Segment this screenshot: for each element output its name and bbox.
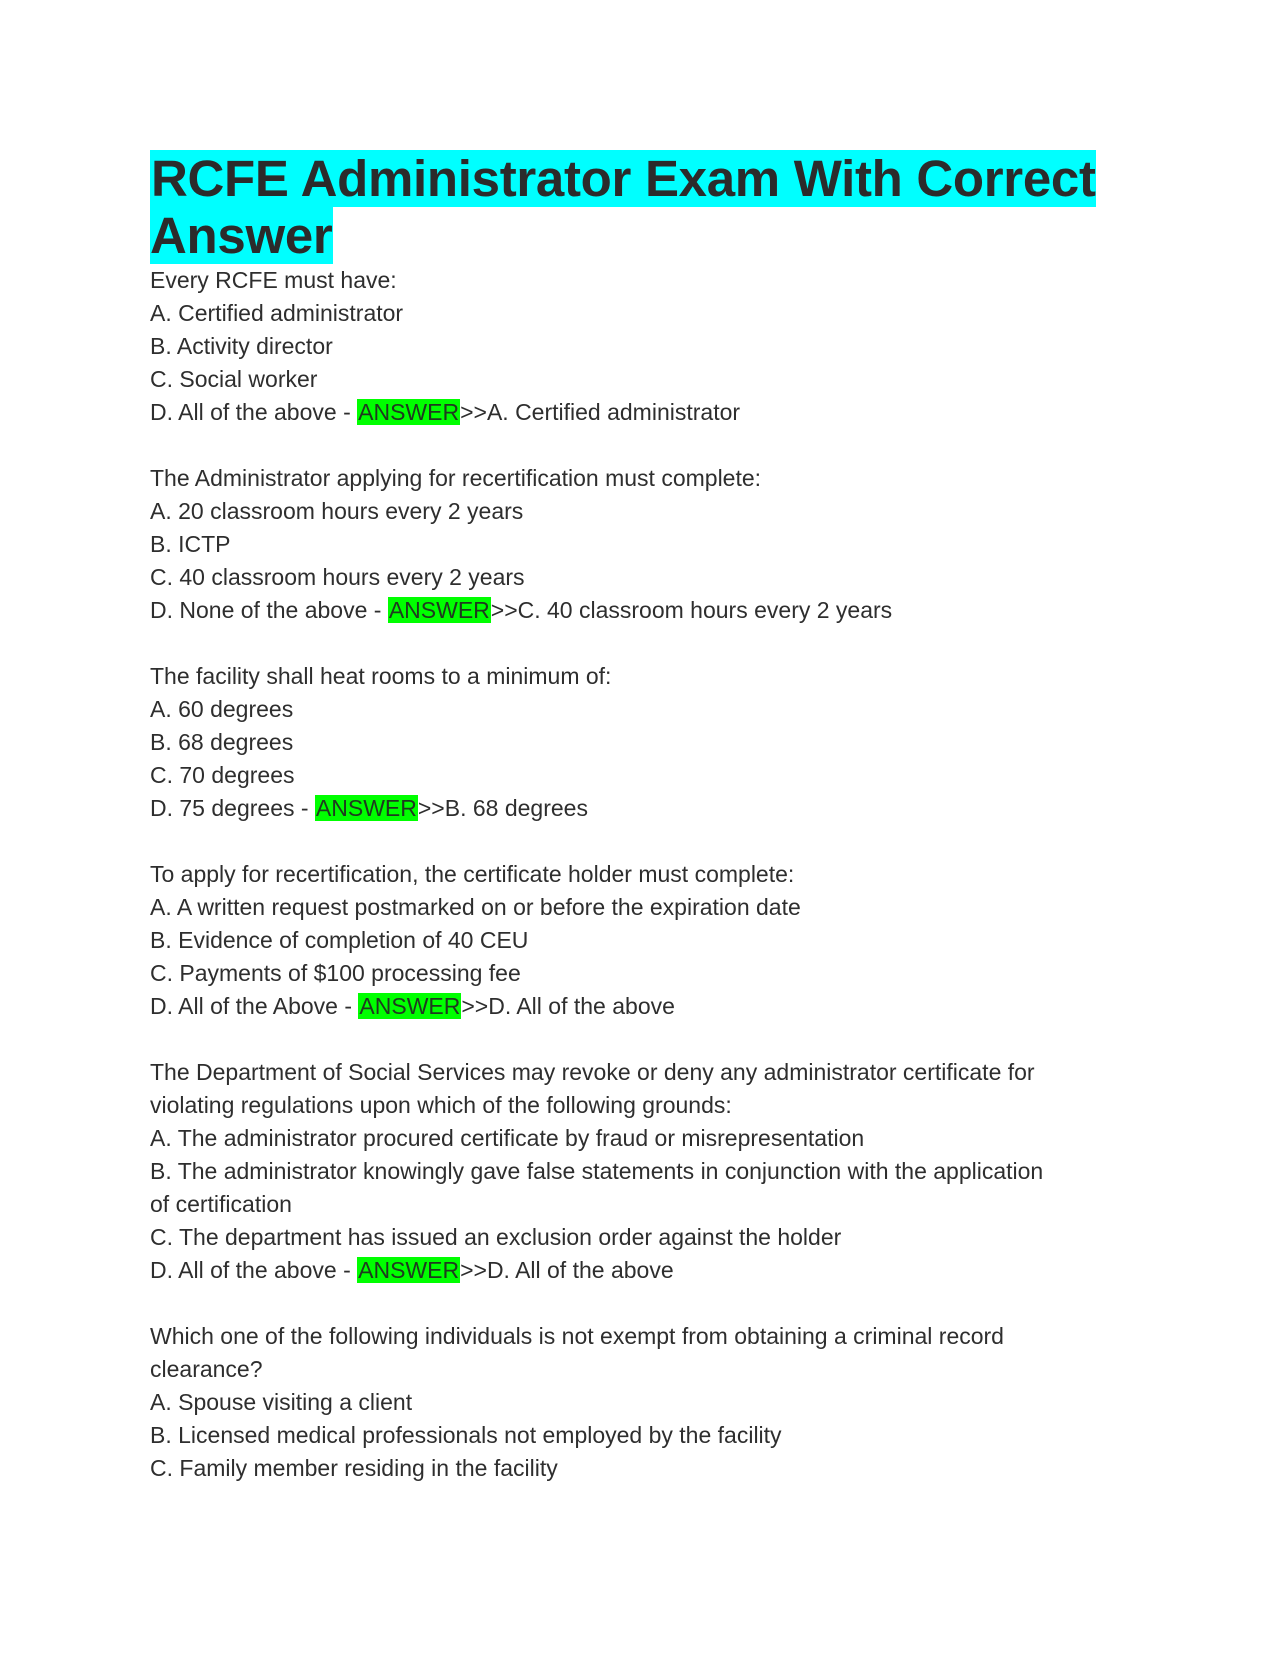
answer-marker-highlight: ANSWER <box>388 597 490 623</box>
answer-option-text: D. All of the above - <box>150 1257 358 1283</box>
answer-option: of certification <box>150 1191 292 1217</box>
question-list <box>150 264 1150 1485</box>
answer-option-with-key <box>150 1254 1150 1287</box>
correct-answer-text: >>C. 40 classroom hours every 2 years <box>490 597 893 623</box>
question-block <box>150 1320 1150 1485</box>
answer-option: B. ICTP <box>150 531 231 557</box>
answer-option: B. The administrator knowingly gave false statements in conjunction with the application <box>150 1158 1044 1184</box>
question-block <box>150 660 1150 825</box>
document-title <box>150 150 1150 264</box>
answer-option-with-key <box>150 990 1150 1023</box>
answer-marker-highlight: ANSWER <box>358 399 460 425</box>
question-stem: violating regulations upon which of the following grounds: <box>150 1092 732 1118</box>
answer-option-with-key <box>150 594 1150 627</box>
answer-option: C. 70 degrees <box>150 762 295 788</box>
correct-answer-text: >>B. 68 degrees <box>417 795 588 821</box>
question-spacer <box>150 825 1150 858</box>
answer-option: A. 60 degrees <box>150 696 294 722</box>
answer-option: A. Spouse visiting a client <box>150 1389 413 1415</box>
answer-option: A. Certified administrator <box>150 300 404 326</box>
question-block <box>150 462 1150 627</box>
answer-option-with-key <box>150 792 1150 825</box>
question-stem: Which one of the following individuals is not exempt from obtaining a criminal record <box>150 1323 1004 1349</box>
question-stem: Every RCFE must have: <box>150 267 397 293</box>
correct-answer-text: >>D. All of the above <box>460 1257 674 1283</box>
answer-option: C. Payments of $100 processing fee <box>150 960 521 986</box>
question-block <box>150 1056 1150 1287</box>
answer-option: A. The administrator procured certificate by fraud or misrepresentation <box>150 1125 865 1151</box>
question-stem: To apply for recertification, the certificate holder must complete: <box>150 861 795 887</box>
answer-option: B. Licensed medical professionals not employed by the facility <box>150 1422 782 1448</box>
answer-option: C. 40 classroom hours every 2 years <box>150 564 525 590</box>
question-spacer <box>150 429 1150 462</box>
answer-option-text: D. 75 degrees - <box>150 795 315 821</box>
answer-option: B. 68 degrees <box>150 729 294 755</box>
answer-marker-highlight: ANSWER <box>358 1257 460 1283</box>
answer-option-text: D. All of the Above - <box>150 993 359 1019</box>
document-content <box>150 150 1150 1485</box>
question-stem: The Administrator applying for recertification must complete: <box>150 465 762 491</box>
question-stem: clearance? <box>150 1356 263 1382</box>
correct-answer-text: >>D. All of the above <box>461 993 675 1019</box>
question-block <box>150 264 1150 429</box>
question-stem: The Department of Social Services may revoke or deny any administrator certificate for <box>150 1059 1035 1085</box>
question-spacer <box>150 1023 1150 1056</box>
question-spacer <box>150 1287 1150 1320</box>
answer-marker-highlight: ANSWER <box>315 795 417 821</box>
answer-marker-highlight: ANSWER <box>359 993 461 1019</box>
answer-option-text: D. None of the above - <box>150 597 388 623</box>
question-spacer <box>150 627 1150 660</box>
answer-option: A. 20 classroom hours every 2 years <box>150 498 524 524</box>
answer-option-with-key <box>150 396 1150 429</box>
answer-option: C. Family member residing in the facility <box>150 1455 558 1481</box>
question-block <box>150 858 1150 1023</box>
answer-option: B. Evidence of completion of 40 CEU <box>150 927 529 953</box>
answer-option: C. The department has issued an exclusion order against the holder <box>150 1224 842 1250</box>
answer-option: A. A written request postmarked on or before the expiration date <box>150 894 801 920</box>
answer-option: B. Activity director <box>150 333 333 359</box>
correct-answer-text: >>A. Certified administrator <box>460 399 741 425</box>
answer-option: C. Social worker <box>150 366 318 392</box>
question-stem: The facility shall heat rooms to a minimum of: <box>150 663 612 689</box>
title-highlight: RCFE Administrator Exam With Correct Answer <box>150 150 1096 264</box>
answer-option-text: D. All of the above - <box>150 399 358 425</box>
